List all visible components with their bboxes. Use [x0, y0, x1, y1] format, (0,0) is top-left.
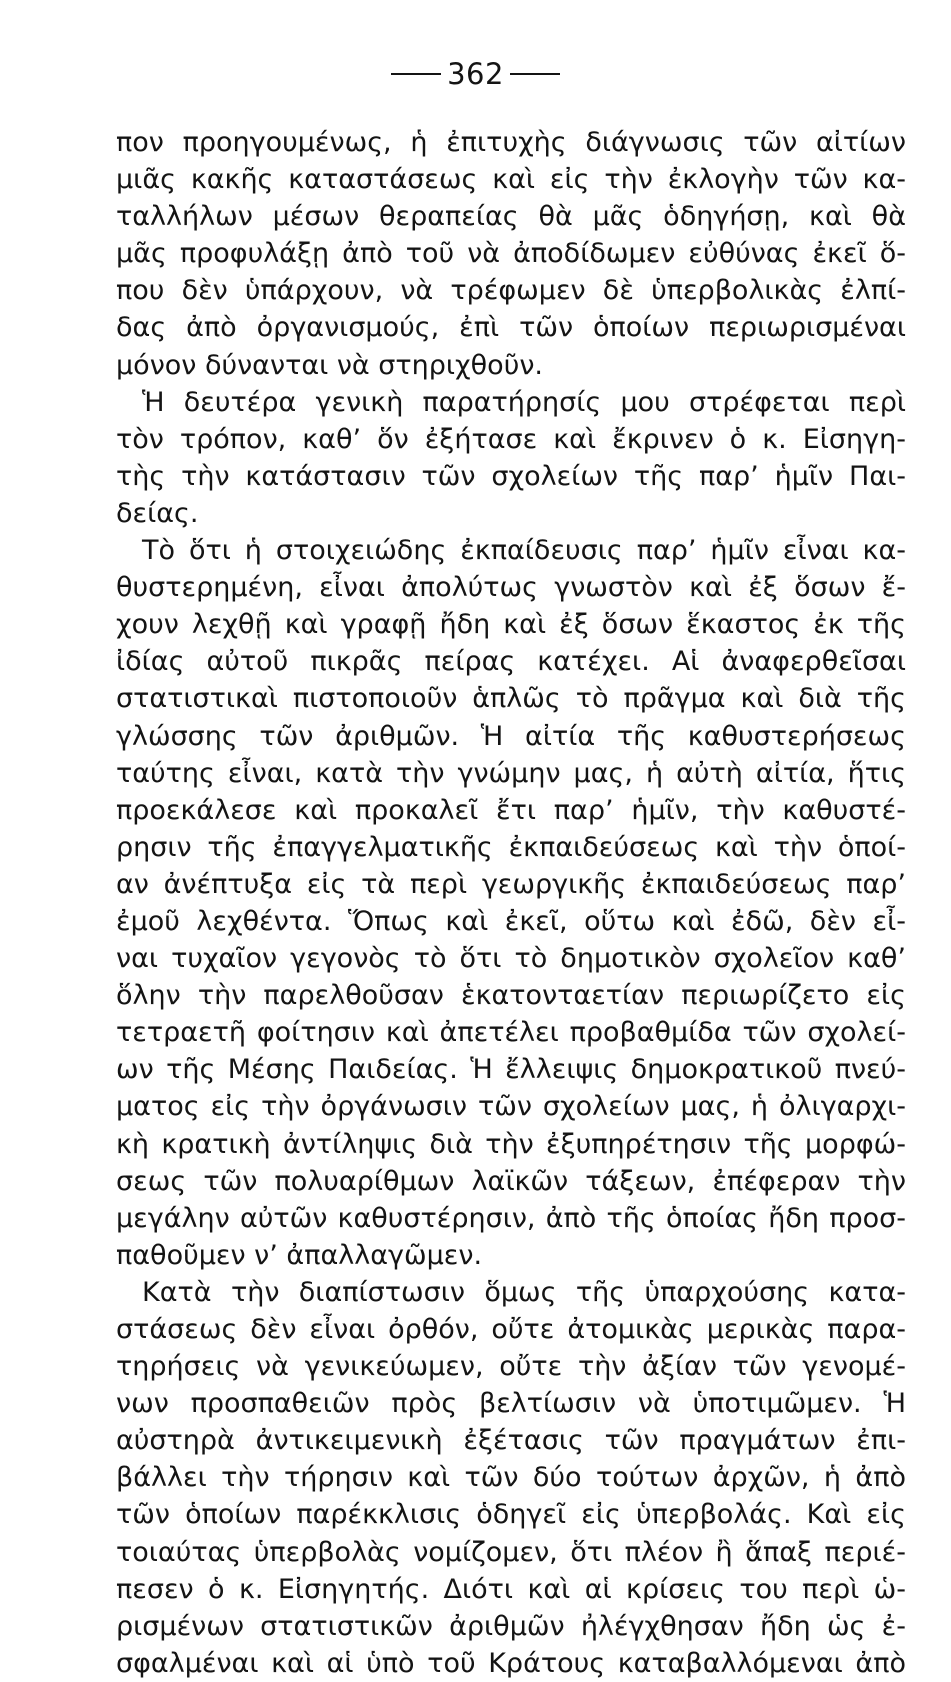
- page-number: 362: [447, 57, 504, 91]
- text-line: πεσεν ὁ κ. Εἰσηγητής. Διότι καὶ αἱ κρίσεις του περὶ ὡ-: [116, 1573, 906, 1605]
- text-line: πον προηγουμένως, ἡ ἐπιτυχὴς διάγνωσις τῶν αἰτίων: [116, 127, 906, 158]
- text-line: ματος εἰς τὴν ὀργάνωσιν τῶν σχολείων μας, ἡ ὀλιγαρχι-: [116, 1091, 906, 1123]
- right-dash: [510, 73, 560, 75]
- text-line: Ἡ δευτέρα γενικὴ παρατήρησίς μου στρέφεται περὶ: [142, 386, 906, 418]
- text-line: τὸν τρόπον, καθ’ ὅν ἐξήτασε καὶ ἔκρινεν ὁ κ. Εἰσηγη-: [116, 423, 906, 455]
- text-line: τοιαύτας ὑπερβολὰς νομίζομεν, ὅτι πλέον ἢ ἅπαξ περιέ-: [116, 1536, 906, 1568]
- text-line: δείας.: [116, 497, 199, 529]
- text-line: ναι τυχαῖον γεγονὸς τὸ ὅτι τὸ δημοτικὸν σχολεῖον καθ’: [116, 943, 906, 975]
- text-line: χουν λεχθῇ καὶ γραφῇ ἤδη καὶ ἐξ ὅσων ἕκαστος ἐκ τῆς: [116, 609, 906, 641]
- text-line: τὴς τὴν κατάστασιν τῶν σχολείων τῆς παρ’ ἡμῖν Παι-: [116, 460, 906, 492]
- text-line: Τὸ ὅτι ἡ στοιχειώδης ἐκπαίδευσις παρ’ ἡμῖν εἶναι κα-: [142, 535, 906, 567]
- text-line: δας ἀπὸ ὀργανισμούς, ἐπὶ τῶν ὁποίων περιωρισμέναι: [116, 312, 906, 344]
- text-line: στατιστικαὶ πιστοποιοῦν ἁπλῶς τὸ πρᾶγμα καὶ διὰ τῆς: [116, 683, 906, 715]
- left-dash: [391, 73, 441, 75]
- text-line: ρισμένων στατιστικῶν ἀριθμῶν ἠλέγχθησαν ἤδη ὡς ἐ-: [116, 1610, 906, 1642]
- text-line: μεγάλην αὐτῶν καθυστέρησιν, ἀπὸ τῆς ὁποίας ἤδη προσ-: [116, 1202, 906, 1234]
- text-line: τῶν ὁποίων παρέκκλισις ὁδηγεῖ εἰς ὑπερβολάς. Καὶ εἰς: [116, 1499, 906, 1531]
- text-line: γλώσσης τῶν ἀριθμῶν. Ἡ αἰτία τῆς καθυστερήσεως: [116, 720, 906, 752]
- text-line: τετραετῆ φοίτησιν καὶ ἀπετέλει προβαθμίδα τῶν σχολεί-: [116, 1017, 906, 1049]
- text-line: βάλλει τὴν τήρησιν καὶ τῶν δύο τούτων ἀρχῶν, ἡ ἀπὸ: [116, 1462, 906, 1494]
- text-line: μιᾶς κακῆς καταστάσεως καὶ εἰς τὴν ἐκλογὴν τῶν κα-: [116, 164, 906, 196]
- text-line: ἰδίας αὐτοῦ πικρᾶς πείρας κατέχει. Αἱ ἀναφερθεῖσαι: [116, 646, 906, 678]
- text-line: θυστερημένη, εἶναι ἀπολύτως γνωστὸν καὶ ἐξ ὅσων ἔ-: [116, 572, 906, 604]
- text-line: παθοῦμεν ν’ ἀπαλλαγῶμεν.: [116, 1239, 483, 1271]
- text-line: τηρήσεις νὰ γενικεύωμεν, οὔτε τὴν ἀξίαν τῶν γενομέ-: [116, 1351, 906, 1383]
- text-line: αν ἀνέπτυξα εἰς τὰ περὶ γεωργικῆς ἐκπαιδεύσεως παρ’: [116, 868, 906, 900]
- page-number-header: [0, 52, 951, 96]
- text-line: ταύτης εἶναι, κατὰ τὴν γνώμην μας, ἡ αὐτὴ αἰτία, ἥτις: [116, 757, 906, 789]
- text-line: προεκάλεσε καὶ προκαλεῖ ἔτι παρ’ ἡμῖν, τὴν καθυστέ-: [116, 794, 906, 826]
- body-text: [116, 124, 906, 1682]
- text-line: ων τῆς Μέσης Παιδείας. Ἡ ἔλλειψις δημοκρατικοῦ πνεύ-: [116, 1054, 906, 1086]
- text-line: ρησιν τῆς ἐπαγγελματικῆς ἐκπαιδεύσεως καὶ τὴν ὁποί-: [116, 831, 906, 863]
- text-line: σφαλμέναι καὶ αἱ ὑπὸ τοῦ Κράτους καταβαλλόμεναι ἀπὸ: [116, 1647, 906, 1679]
- text-line: ταλλήλων μέσων θεραπείας θὰ μᾶς ὁδηγήσῃ, καὶ θὰ: [116, 201, 906, 233]
- text-line: μᾶς προφυλάξῃ ἀπὸ τοῦ νὰ ἀποδίδωμεν εὐθύνας ἐκεῖ ὅ-: [116, 238, 906, 270]
- text-line: μόνον δύνανται νὰ στηριχθοῦν.: [116, 349, 543, 381]
- text-line: ἐμοῦ λεχθέντα. Ὅπως καὶ ἐκεῖ, οὕτω καὶ ἐδῶ, δὲν εἶ-: [116, 905, 906, 937]
- text-line: ὅλην τὴν παρελθοῦσαν ἑκατονταετίαν περιωρίζετο εἰς: [116, 980, 906, 1012]
- text-line: στάσεως δὲν εἶναι ὀρθόν, οὔτε ἀτομικὰς μερικὰς παρα-: [116, 1314, 906, 1345]
- text-line: Κατὰ τὴν διαπίστωσιν ὅμως τῆς ὑπαρχούσης κατα-: [142, 1276, 906, 1308]
- text-line: νων προσπαθειῶν πρὸς βελτίωσιν νὰ ὑποτιμῶμεν. Ἡ: [116, 1388, 906, 1420]
- text-line: αὐστηρὰ ἀντικειμενικὴ ἐξέτασις τῶν πραγμάτων ἐπι-: [116, 1425, 906, 1457]
- text-line: κὴ κρατικὴ ἀντίληψις διὰ τὴν ἐξυπηρέτησιν τῆς μορφώ-: [116, 1128, 906, 1160]
- text-line: που δὲν ὑπάρχουν, νὰ τρέφωμεν δὲ ὑπερβολικὰς ἐλπί-: [116, 275, 906, 307]
- text-line: σεως τῶν πολυαρίθμων λαϊκῶν τάξεων, ἐπέφεραν τὴν: [116, 1165, 906, 1197]
